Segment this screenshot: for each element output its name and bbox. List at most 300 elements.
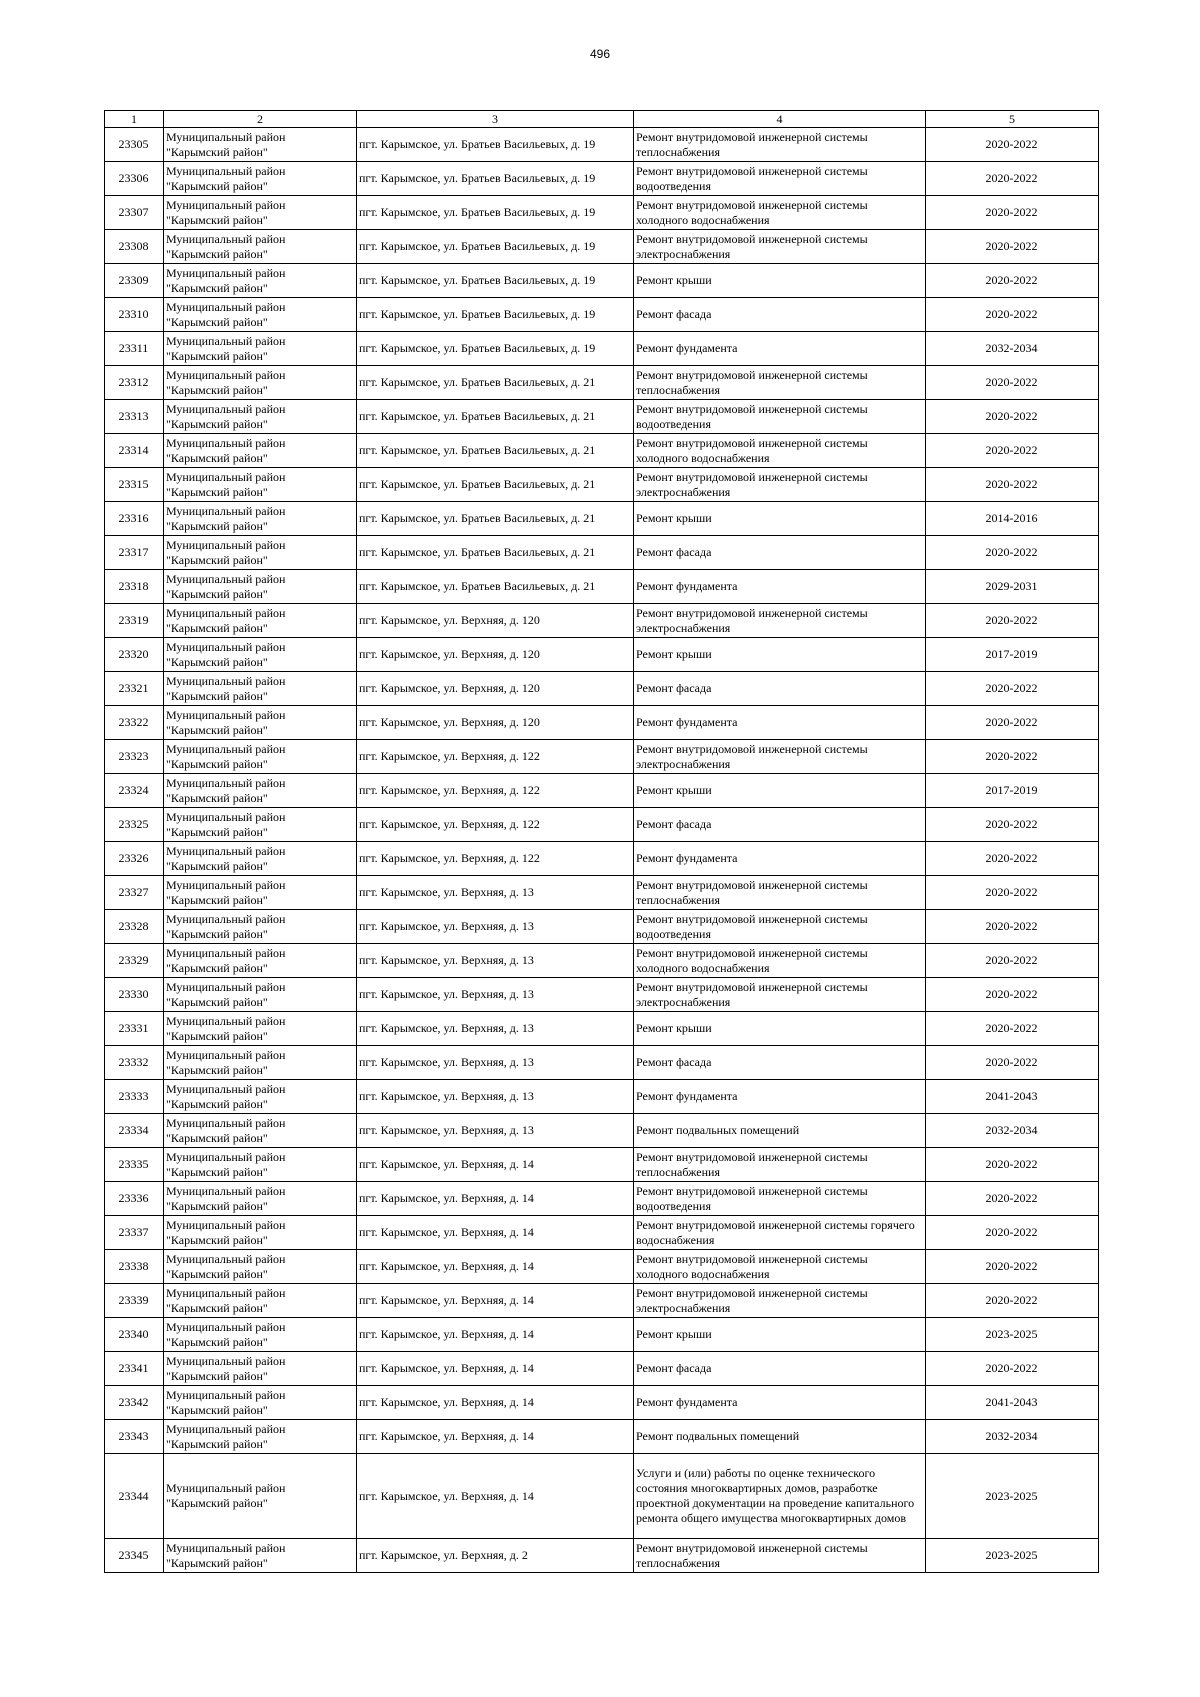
period-cell: 2020-2022 — [926, 1352, 1099, 1386]
municipality-district-line: "Карымский район" — [166, 246, 268, 261]
municipality-district-line: "Карымский район" — [166, 518, 268, 533]
table-row — [105, 400, 1099, 434]
column-header: 3 — [357, 111, 634, 128]
municipality-line: Муниципальный район — [166, 979, 286, 994]
address-cell: пгт. Карымское, ул. Верхняя, д. 122 — [357, 808, 634, 842]
work-type-cell: Ремонт внутридомовой инженерной системы горячего водоснабжения — [634, 1216, 926, 1250]
municipality-line: Муниципальный район — [166, 469, 286, 484]
municipality-line: Муниципальный район — [166, 809, 286, 824]
municipality-cell — [164, 1250, 357, 1284]
municipality-line: Муниципальный район — [166, 707, 286, 722]
column-header: 1 — [105, 111, 164, 128]
municipality-line: Муниципальный район — [166, 945, 286, 960]
address-cell: пгт. Карымское, ул. Братьев Васильевых, д. 21 — [357, 366, 634, 400]
table-row — [105, 672, 1099, 706]
address-cell: пгт. Карымское, ул. Верхняя, д. 122 — [357, 740, 634, 774]
municipality-cell — [164, 502, 357, 536]
period-cell: 2020-2022 — [926, 910, 1099, 944]
work-type-cell: Услуги и (или) работы по оценке технического состояния многоквартирных домов, разработке проектной документации на проведение капитального ремонта общего имущества многоквартирных домов — [634, 1454, 926, 1539]
municipality-line: Муниципальный район — [166, 265, 286, 280]
municipality-line: Муниципальный район — [166, 1540, 286, 1555]
row-number-cell: 23320 — [105, 638, 164, 672]
address-cell: пгт. Карымское, ул. Братьев Васильевых, д. 21 — [357, 434, 634, 468]
table-row — [105, 1284, 1099, 1318]
work-type-cell: Ремонт внутридомовой инженерной системы электроснабжения — [634, 230, 926, 264]
municipality-district-line: "Карымский район" — [166, 994, 268, 1009]
table-row — [105, 332, 1099, 366]
municipality-district-line: "Карымский район" — [166, 382, 268, 397]
row-number-cell: 23316 — [105, 502, 164, 536]
period-cell: 2023-2025 — [926, 1539, 1099, 1573]
address-cell: пгт. Карымское, ул. Верхняя, д. 14 — [357, 1454, 634, 1539]
municipality-line: Муниципальный район — [166, 1387, 286, 1402]
address-cell: пгт. Карымское, ул. Верхняя, д. 13 — [357, 944, 634, 978]
municipality-cell — [164, 298, 357, 332]
row-number-cell: 23336 — [105, 1182, 164, 1216]
period-cell: 2020-2022 — [926, 1148, 1099, 1182]
table-row — [105, 1080, 1099, 1114]
period-cell: 2020-2022 — [926, 264, 1099, 298]
work-type-cell: Ремонт фасада — [634, 672, 926, 706]
municipality-cell — [164, 570, 357, 604]
table-row — [105, 230, 1099, 264]
municipality-district-line: "Карымский район" — [166, 858, 268, 873]
municipality-line: Муниципальный район — [166, 1115, 286, 1130]
work-type-cell: Ремонт внутридомовой инженерной системы холодного водоснабжения — [634, 1250, 926, 1284]
header-row — [105, 111, 1099, 128]
period-cell: 2020-2022 — [926, 400, 1099, 434]
page-number: 496 — [589, 47, 611, 61]
table-row — [105, 502, 1099, 536]
row-number-cell: 23322 — [105, 706, 164, 740]
work-type-cell: Ремонт внутридомовой инженерной системы водоотведения — [634, 400, 926, 434]
municipality-line: Муниципальный район — [166, 1421, 286, 1436]
column-header: 2 — [164, 111, 357, 128]
municipality-cell — [164, 876, 357, 910]
row-number-cell: 23340 — [105, 1318, 164, 1352]
row-number-cell: 23312 — [105, 366, 164, 400]
period-cell: 2020-2022 — [926, 1012, 1099, 1046]
row-number-cell: 23335 — [105, 1148, 164, 1182]
municipality-district-line: "Карымский район" — [166, 1198, 268, 1213]
work-type-cell: Ремонт крыши — [634, 502, 926, 536]
table-row — [105, 1012, 1099, 1046]
municipality-line: Муниципальный район — [166, 1149, 286, 1164]
row-number-cell: 23338 — [105, 1250, 164, 1284]
period-cell: 2020-2022 — [926, 1046, 1099, 1080]
work-type-cell: Ремонт внутридомовой инженерной системы водоотведения — [634, 162, 926, 196]
table-body — [105, 128, 1099, 1573]
period-cell: 2032-2034 — [926, 1420, 1099, 1454]
row-number-cell: 23308 — [105, 230, 164, 264]
row-number-cell: 23326 — [105, 842, 164, 876]
municipality-district-line: "Карымский район" — [166, 1402, 268, 1417]
address-cell: пгт. Карымское, ул. Верхняя, д. 13 — [357, 1046, 634, 1080]
municipality-district-line: "Карымский район" — [166, 416, 268, 431]
work-type-cell: Ремонт крыши — [634, 1318, 926, 1352]
municipality-district-line: "Карымский район" — [166, 450, 268, 465]
municipality-district-line: "Карымский район" — [166, 790, 268, 805]
period-cell: 2029-2031 — [926, 570, 1099, 604]
address-cell: пгт. Карымское, ул. Верхняя, д. 14 — [357, 1216, 634, 1250]
table-row — [105, 1114, 1099, 1148]
address-cell: пгт. Карымское, ул. Братьев Васильевых, д. 21 — [357, 536, 634, 570]
period-cell: 2032-2034 — [926, 332, 1099, 366]
address-cell: пгт. Карымское, ул. Верхняя, д. 120 — [357, 638, 634, 672]
municipality-cell — [164, 1318, 357, 1352]
work-type-cell: Ремонт внутридомовой инженерной системы теплоснабжения — [634, 128, 926, 162]
municipality-line: Муниципальный район — [166, 605, 286, 620]
work-type-cell: Ремонт фундамента — [634, 1080, 926, 1114]
municipality-cell — [164, 1539, 357, 1573]
municipality-cell — [164, 196, 357, 230]
municipality-cell — [164, 740, 357, 774]
municipality-cell — [164, 910, 357, 944]
municipality-cell — [164, 978, 357, 1012]
municipality-cell — [164, 1420, 357, 1454]
row-number-cell: 23339 — [105, 1284, 164, 1318]
address-cell: пгт. Карымское, ул. Верхняя, д. 120 — [357, 672, 634, 706]
row-number-cell: 23334 — [105, 1114, 164, 1148]
period-cell: 2023-2025 — [926, 1318, 1099, 1352]
municipality-district-line: "Карымский район" — [166, 824, 268, 839]
municipality-cell — [164, 1114, 357, 1148]
municipality-line: Муниципальный район — [166, 503, 286, 518]
period-cell: 2020-2022 — [926, 468, 1099, 502]
municipality-line: Муниципальный район — [166, 1013, 286, 1028]
municipality-district-line: "Карымский район" — [166, 756, 268, 771]
work-type-cell: Ремонт внутридомовой инженерной системы теплоснабжения — [634, 876, 926, 910]
municipality-line: Муниципальный район — [166, 231, 286, 246]
work-type-cell: Ремонт внутридомовой инженерной системы электроснабжения — [634, 740, 926, 774]
municipality-cell — [164, 1046, 357, 1080]
municipality-line: Муниципальный район — [166, 197, 286, 212]
municipality-district-line: "Карымский район" — [166, 586, 268, 601]
row-number-cell: 23333 — [105, 1080, 164, 1114]
municipality-district-line: "Карымский район" — [166, 1555, 268, 1570]
table-row — [105, 910, 1099, 944]
row-number-cell: 23337 — [105, 1216, 164, 1250]
address-cell: пгт. Карымское, ул. Братьев Васильевых, д. 19 — [357, 264, 634, 298]
work-type-cell: Ремонт внутридомовой инженерной системы электроснабжения — [634, 1284, 926, 1318]
table-row — [105, 1539, 1099, 1573]
table-row — [105, 944, 1099, 978]
table-row — [105, 774, 1099, 808]
municipality-district-line: "Карымский район" — [166, 1062, 268, 1077]
address-cell: пгт. Карымское, ул. Верхняя, д. 14 — [357, 1420, 634, 1454]
work-type-cell: Ремонт внутридомовой инженерной системы теплоснабжения — [634, 1148, 926, 1182]
table-row — [105, 1454, 1099, 1539]
work-type-cell: Ремонт фундамента — [634, 706, 926, 740]
municipality-line: Муниципальный район — [166, 401, 286, 416]
row-number-cell: 23317 — [105, 536, 164, 570]
municipality-cell — [164, 1386, 357, 1420]
municipality-district-line: "Карымский район" — [166, 1496, 268, 1510]
municipality-line: Муниципальный район — [166, 571, 286, 586]
municipality-cell — [164, 264, 357, 298]
period-cell: 2020-2022 — [926, 196, 1099, 230]
row-number-cell: 23310 — [105, 298, 164, 332]
row-number-cell: 23319 — [105, 604, 164, 638]
work-type-cell: Ремонт внутридомовой инженерной системы водоотведения — [634, 1182, 926, 1216]
row-number-cell: 23313 — [105, 400, 164, 434]
municipality-line: Муниципальный район — [166, 639, 286, 654]
row-number-cell: 23323 — [105, 740, 164, 774]
table-row — [105, 1318, 1099, 1352]
municipality-cell — [164, 1182, 357, 1216]
row-number-cell: 23343 — [105, 1420, 164, 1454]
municipality-line: Муниципальный район — [166, 333, 286, 348]
table-row — [105, 128, 1099, 162]
table-row — [105, 1386, 1099, 1420]
municipality-district-line: "Карымский район" — [166, 1164, 268, 1179]
municipality-cell — [164, 944, 357, 978]
work-type-cell: Ремонт фасада — [634, 298, 926, 332]
work-type-cell: Ремонт внутридомовой инженерной системы электроснабжения — [634, 978, 926, 1012]
period-cell: 2020-2022 — [926, 876, 1099, 910]
table-row — [105, 1216, 1099, 1250]
work-type-cell: Ремонт фасада — [634, 536, 926, 570]
work-type-cell: Ремонт внутридомовой инженерной системы холодного водоснабжения — [634, 944, 926, 978]
municipality-district-line: "Карымский район" — [166, 1232, 268, 1247]
municipality-cell — [164, 808, 357, 842]
municipality-line: Муниципальный район — [166, 1353, 286, 1368]
municipality-district-line: "Карымский район" — [166, 1436, 268, 1451]
table-row — [105, 1182, 1099, 1216]
repair-registry-table — [104, 110, 1099, 1573]
work-type-cell: Ремонт фасада — [634, 1046, 926, 1080]
period-cell: 2023-2025 — [926, 1454, 1099, 1539]
municipality-line: Муниципальный район — [166, 1183, 286, 1198]
row-number-cell: 23324 — [105, 774, 164, 808]
municipality-line: Муниципальный район — [166, 843, 286, 858]
row-number-cell: 23344 — [105, 1454, 164, 1539]
work-type-cell: Ремонт внутридомовой инженерной системы теплоснабжения — [634, 1539, 926, 1573]
municipality-cell — [164, 1284, 357, 1318]
municipality-district-line: "Карымский район" — [166, 314, 268, 329]
row-number-cell: 23341 — [105, 1352, 164, 1386]
table-row — [105, 1250, 1099, 1284]
table-row — [105, 1046, 1099, 1080]
municipality-cell — [164, 842, 357, 876]
address-cell: пгт. Карымское, ул. Братьев Васильевых, д. 21 — [357, 400, 634, 434]
address-cell: пгт. Карымское, ул. Верхняя, д. 13 — [357, 1114, 634, 1148]
address-cell: пгт. Карымское, ул. Братьев Васильевых, д. 19 — [357, 196, 634, 230]
municipality-cell — [164, 1216, 357, 1250]
table-row — [105, 434, 1099, 468]
period-cell: 2041-2043 — [926, 1386, 1099, 1420]
work-type-cell: Ремонт подвальных помещений — [634, 1420, 926, 1454]
row-number-cell: 23318 — [105, 570, 164, 604]
row-number-cell: 23305 — [105, 128, 164, 162]
address-cell: пгт. Карымское, ул. Братьев Васильевых, д. 19 — [357, 332, 634, 366]
municipality-district-line: "Карымский район" — [166, 552, 268, 567]
address-cell: пгт. Карымское, ул. Верхняя, д. 122 — [357, 842, 634, 876]
period-cell: 2041-2043 — [926, 1080, 1099, 1114]
municipality-line: Муниципальный район — [166, 1481, 286, 1495]
row-number-cell: 23306 — [105, 162, 164, 196]
table-row — [105, 706, 1099, 740]
row-number-cell: 23314 — [105, 434, 164, 468]
period-cell: 2020-2022 — [926, 944, 1099, 978]
address-cell: пгт. Карымское, ул. Верхняя, д. 14 — [357, 1386, 634, 1420]
table-row — [105, 298, 1099, 332]
work-type-cell: Ремонт внутридомовой инженерной системы холодного водоснабжения — [634, 196, 926, 230]
table-row — [105, 842, 1099, 876]
address-cell: пгт. Карымское, ул. Братьев Васильевых, д. 19 — [357, 298, 634, 332]
municipality-district-line: "Карымский район" — [166, 212, 268, 227]
municipality-cell — [164, 1352, 357, 1386]
municipality-line: Муниципальный район — [166, 367, 286, 382]
municipality-cell — [164, 774, 357, 808]
municipality-district-line: "Карымский район" — [166, 144, 268, 159]
work-type-cell: Ремонт внутридомовой инженерной системы холодного водоснабжения — [634, 434, 926, 468]
period-cell: 2020-2022 — [926, 434, 1099, 468]
municipality-cell — [164, 1148, 357, 1182]
municipality-cell — [164, 128, 357, 162]
period-cell: 2020-2022 — [926, 672, 1099, 706]
row-number-cell: 23330 — [105, 978, 164, 1012]
table-row — [105, 366, 1099, 400]
row-number-cell: 23309 — [105, 264, 164, 298]
municipality-cell — [164, 1454, 357, 1539]
municipality-cell — [164, 400, 357, 434]
municipality-district-line: "Карымский район" — [166, 688, 268, 703]
row-number-cell: 23325 — [105, 808, 164, 842]
work-type-cell: Ремонт фундамента — [634, 332, 926, 366]
municipality-district-line: "Карымский район" — [166, 1130, 268, 1145]
row-number-cell: 23315 — [105, 468, 164, 502]
work-type-cell: Ремонт крыши — [634, 264, 926, 298]
municipality-district-line: "Карымский район" — [166, 280, 268, 295]
municipality-district-line: "Карымский район" — [166, 960, 268, 975]
address-cell: пгт. Карымское, ул. Братьев Васильевых, д. 21 — [357, 570, 634, 604]
municipality-line: Муниципальный район — [166, 877, 286, 892]
row-number-cell: 23345 — [105, 1539, 164, 1573]
row-number-cell: 23307 — [105, 196, 164, 230]
table-row — [105, 264, 1099, 298]
municipality-line: Муниципальный район — [166, 741, 286, 756]
period-cell: 2020-2022 — [926, 536, 1099, 570]
municipality-cell — [164, 604, 357, 638]
table-row — [105, 740, 1099, 774]
row-number-cell: 23321 — [105, 672, 164, 706]
municipality-district-line: "Карымский район" — [166, 1334, 268, 1349]
address-cell: пгт. Карымское, ул. Верхняя, д. 14 — [357, 1148, 634, 1182]
table-row — [105, 1148, 1099, 1182]
municipality-line: Муниципальный район — [166, 673, 286, 688]
period-cell: 2020-2022 — [926, 1250, 1099, 1284]
municipality-cell — [164, 1080, 357, 1114]
period-cell: 2032-2034 — [926, 1114, 1099, 1148]
table-row — [105, 1420, 1099, 1454]
municipality-line: Муниципальный район — [166, 1319, 286, 1334]
table-row — [105, 876, 1099, 910]
municipality-line: Муниципальный район — [166, 1217, 286, 1232]
address-cell: пгт. Карымское, ул. Братьев Васильевых, д. 19 — [357, 230, 634, 264]
municipality-district-line: "Карымский район" — [166, 654, 268, 669]
period-cell: 2020-2022 — [926, 366, 1099, 400]
municipality-district-line: "Карымский район" — [166, 348, 268, 363]
municipality-district-line: "Карымский район" — [166, 1368, 268, 1383]
period-cell: 2020-2022 — [926, 162, 1099, 196]
work-type-cell: Ремонт крыши — [634, 638, 926, 672]
work-type-cell: Ремонт подвальных помещений — [634, 1114, 926, 1148]
address-cell: пгт. Карымское, ул. Верхняя, д. 120 — [357, 706, 634, 740]
municipality-line: Муниципальный район — [166, 435, 286, 450]
work-type-cell: Ремонт внутридомовой инженерной системы электроснабжения — [634, 604, 926, 638]
address-cell: пгт. Карымское, ул. Верхняя, д. 13 — [357, 1080, 634, 1114]
address-cell: пгт. Карымское, ул. Верхняя, д. 120 — [357, 604, 634, 638]
period-cell: 2020-2022 — [926, 1284, 1099, 1318]
municipality-district-line: "Карымский район" — [166, 1096, 268, 1111]
period-cell: 2020-2022 — [926, 740, 1099, 774]
period-cell: 2020-2022 — [926, 978, 1099, 1012]
municipality-line: Муниципальный район — [166, 129, 286, 144]
period-cell: 2014-2016 — [926, 502, 1099, 536]
period-cell: 2020-2022 — [926, 842, 1099, 876]
work-type-cell: Ремонт крыши — [634, 774, 926, 808]
period-cell: 2020-2022 — [926, 298, 1099, 332]
work-type-cell: Ремонт внутридомовой инженерной системы теплоснабжения — [634, 366, 926, 400]
municipality-line: Муниципальный район — [166, 537, 286, 552]
work-type-cell: Ремонт крыши — [634, 1012, 926, 1046]
table-row — [105, 468, 1099, 502]
municipality-district-line: "Карымский район" — [166, 892, 268, 907]
municipality-line: Муниципальный район — [166, 911, 286, 926]
work-type-cell: Ремонт фасада — [634, 808, 926, 842]
municipality-cell — [164, 672, 357, 706]
address-cell: пгт. Карымское, ул. Братьев Васильевых, д. 19 — [357, 162, 634, 196]
address-cell: пгт. Карымское, ул. Братьев Васильевых, д. 21 — [357, 468, 634, 502]
municipality-line: Муниципальный район — [166, 1285, 286, 1300]
address-cell: пгт. Карымское, ул. Братьев Васильевых, д. 19 — [357, 128, 634, 162]
work-type-cell: Ремонт фундамента — [634, 842, 926, 876]
table-row — [105, 808, 1099, 842]
address-cell: пгт. Карымское, ул. Верхняя, д. 13 — [357, 1012, 634, 1046]
address-cell: пгт. Карымское, ул. Верхняя, д. 14 — [357, 1352, 634, 1386]
period-cell: 2020-2022 — [926, 230, 1099, 264]
municipality-district-line: "Карымский район" — [166, 722, 268, 737]
column-header: 4 — [634, 111, 926, 128]
address-cell: пгт. Карымское, ул. Верхняя, д. 13 — [357, 978, 634, 1012]
municipality-line: Муниципальный район — [166, 299, 286, 314]
municipality-cell — [164, 366, 357, 400]
period-cell: 2020-2022 — [926, 128, 1099, 162]
municipality-cell — [164, 468, 357, 502]
municipality-line: Муниципальный район — [166, 1047, 286, 1062]
municipality-cell — [164, 332, 357, 366]
municipality-line: Муниципальный район — [166, 1251, 286, 1266]
table-row — [105, 638, 1099, 672]
address-cell: пгт. Карымское, ул. Верхняя, д. 122 — [357, 774, 634, 808]
address-cell: пгт. Карымское, ул. Верхняя, д. 13 — [357, 876, 634, 910]
municipality-district-line: "Карымский район" — [166, 484, 268, 499]
municipality-district-line: "Карымский район" — [166, 1266, 268, 1281]
table-row — [105, 604, 1099, 638]
municipality-line: Муниципальный район — [166, 163, 286, 178]
municipality-cell — [164, 536, 357, 570]
period-cell: 2020-2022 — [926, 1182, 1099, 1216]
address-cell: пгт. Карымское, ул. Верхняя, д. 13 — [357, 910, 634, 944]
work-type-cell: Ремонт фундамента — [634, 1386, 926, 1420]
municipality-district-line: "Карымский район" — [166, 926, 268, 941]
municipality-cell — [164, 1012, 357, 1046]
municipality-cell — [164, 230, 357, 264]
work-type-cell: Ремонт внутридомовой инженерной системы электроснабжения — [634, 468, 926, 502]
work-type-cell: Ремонт фасада — [634, 1352, 926, 1386]
row-number-cell: 23342 — [105, 1386, 164, 1420]
